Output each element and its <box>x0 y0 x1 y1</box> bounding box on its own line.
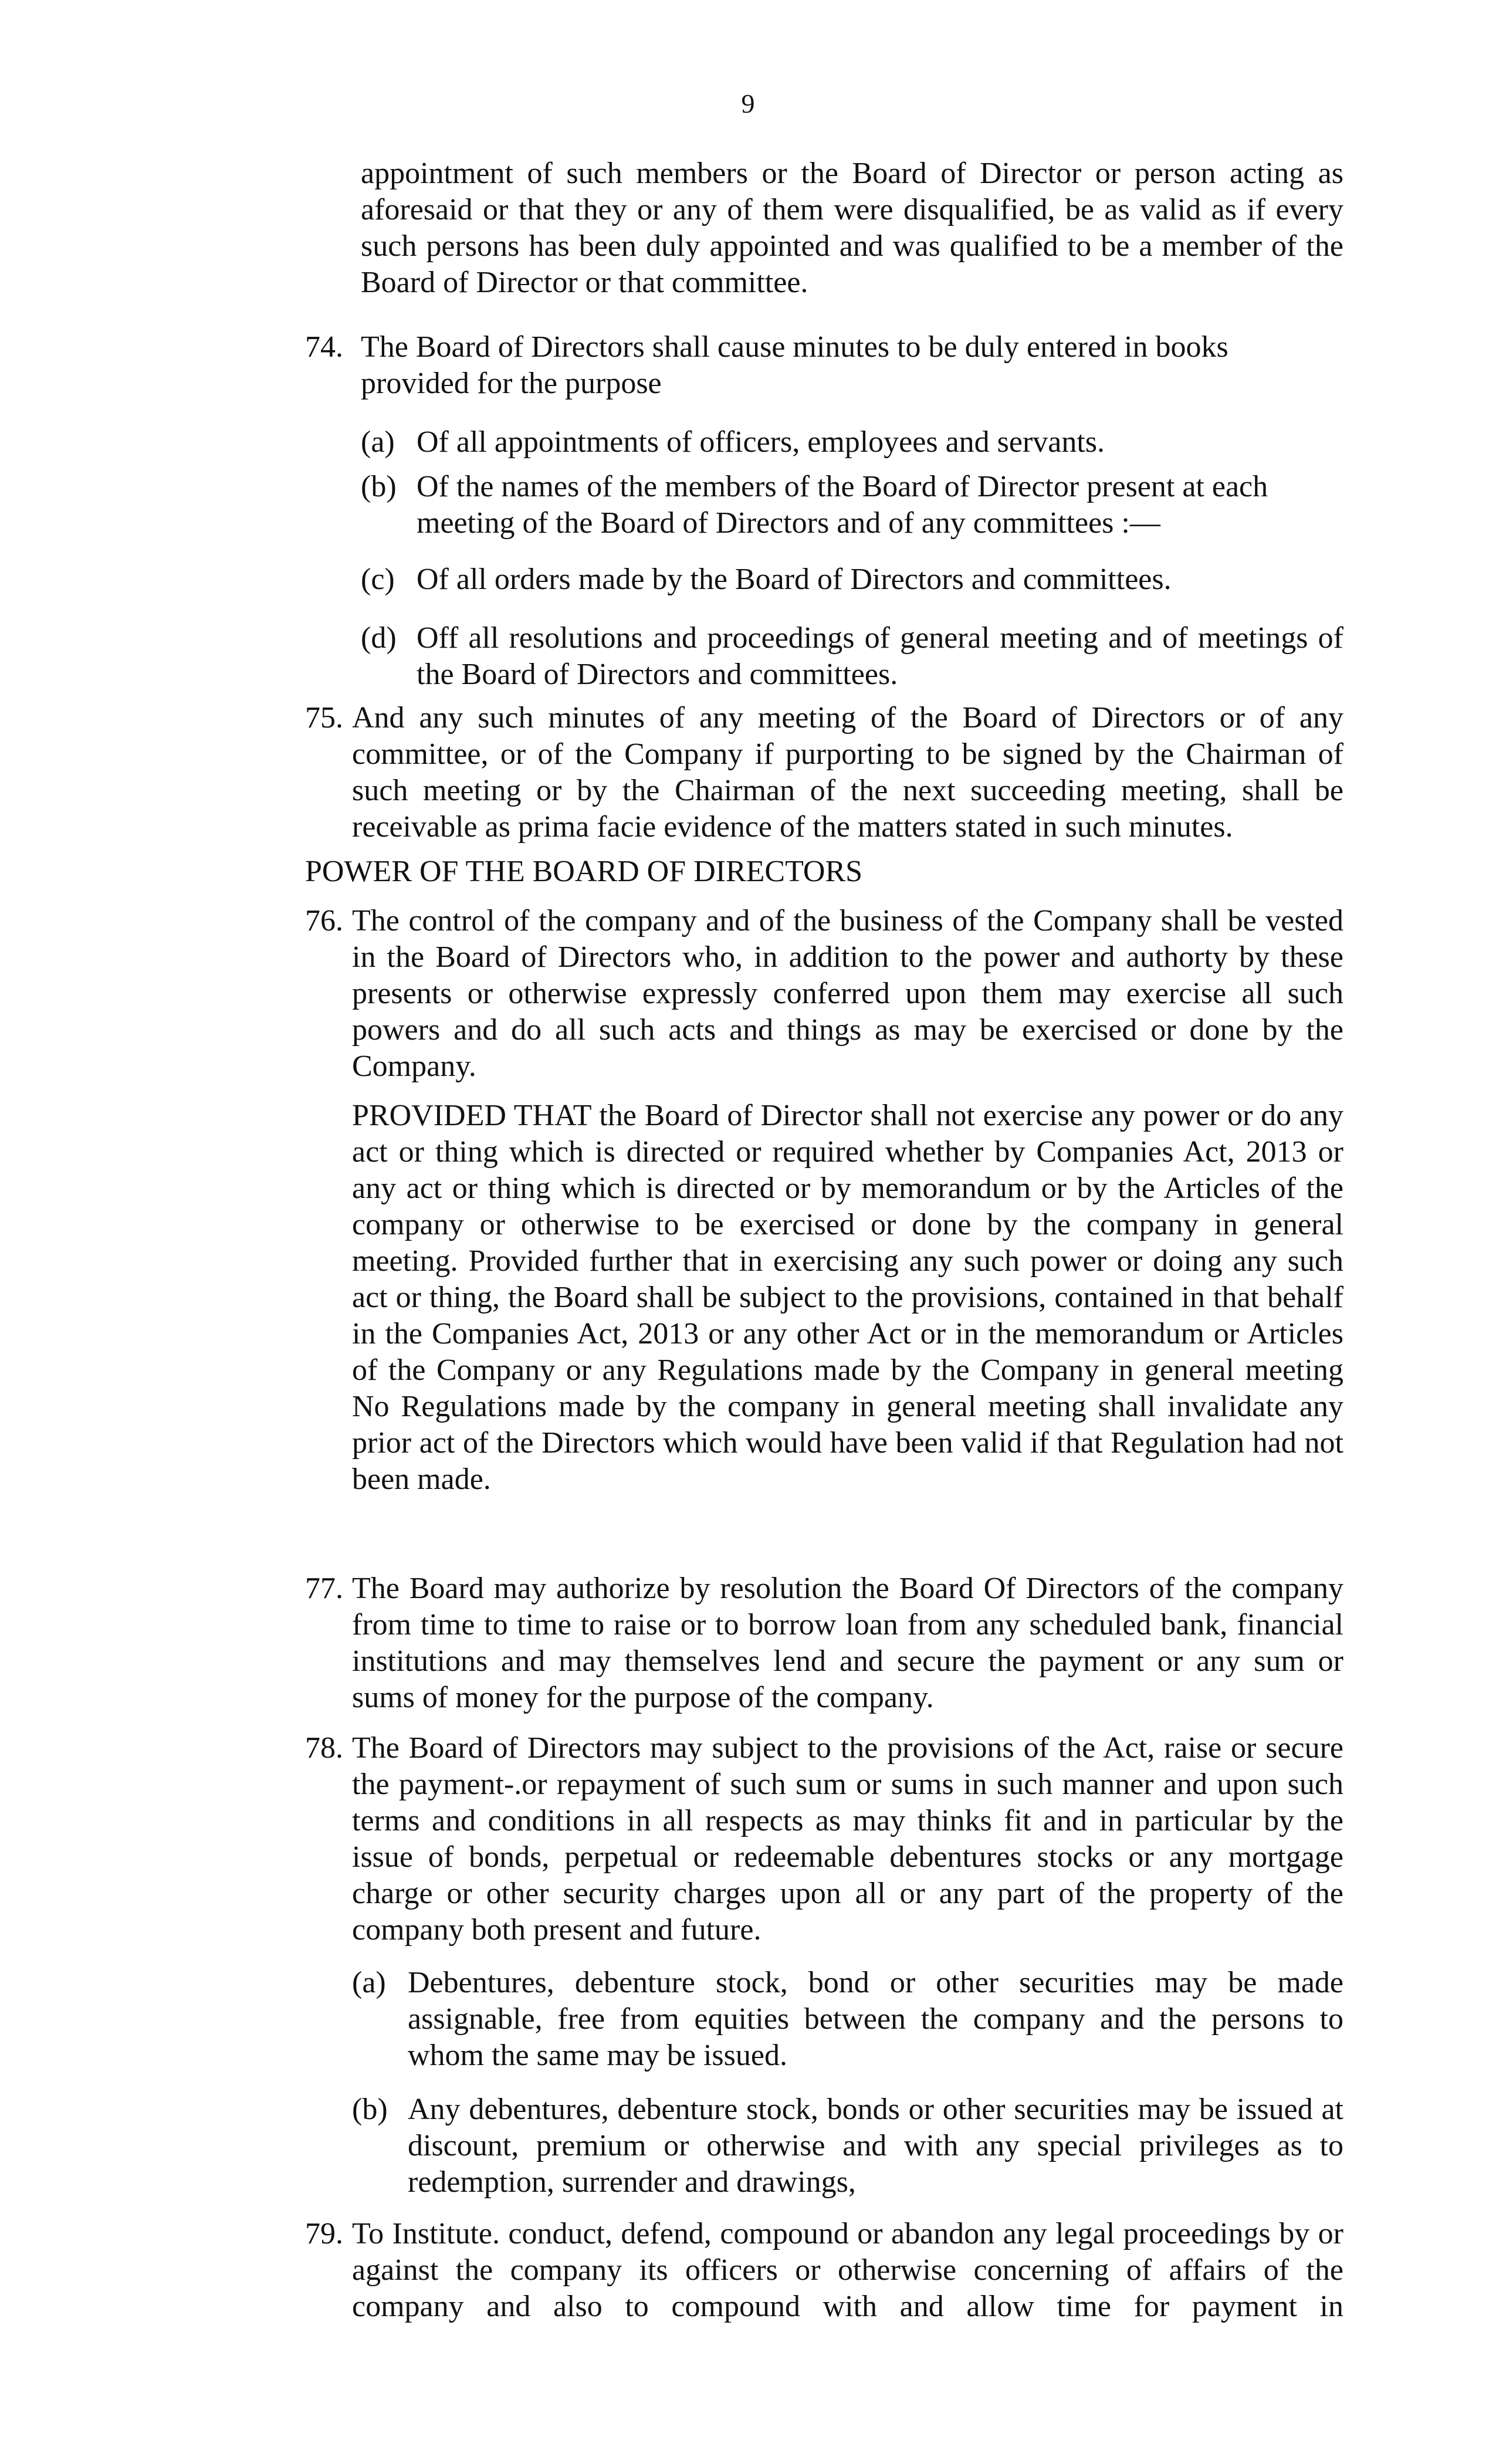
clause-number: 74. <box>305 330 343 364</box>
clause-78-item-a <box>305 1965 1343 2074</box>
clause-number: 77. <box>305 1572 343 1605</box>
clause-76 <box>305 903 1343 1498</box>
clause-number: 78. <box>305 1731 343 1765</box>
item-label: (b) <box>361 470 397 503</box>
clause-text: And any such minutes of any meeting of the Board of Directors or of any committee, or of the Company if purporting to be signed by the Chairman of such meeting or by the Chairman of the next succeeding meeting, shall be receivable as prima facie evidence of the matters stated in such minutes. <box>352 701 1343 844</box>
clause-74-item-a <box>305 424 1343 461</box>
clause-78-item-b <box>305 2091 1343 2201</box>
page-number: 9 <box>741 89 755 119</box>
item-label: (c) <box>361 563 395 596</box>
clause-text: The Board may authorize by resolution the Board Of Directors of the company from time to time to raise or to borrow loan from any scheduled bank, financial institutions and may themselves lend and secure the payment or any sum or sums of money for the purpose of the company. <box>352 1572 1343 1714</box>
clause-75 <box>305 700 1343 845</box>
item-label: (a) <box>361 425 395 459</box>
item-text: Of the names of the members of the Board of Director present at each meeting of the Board of Directors and of any committees :— <box>417 470 1268 540</box>
clause-74 <box>305 329 1343 402</box>
item-text: Of all appointments of officers, employees and servants. <box>417 425 1105 459</box>
item-text: Any debentures, debenture stock, bonds or other securities may be issued at discount, premium or otherwise and with any special privileges as to redemption, surrender and drawings, <box>408 2093 1343 2199</box>
clause-74-item-c <box>305 561 1343 598</box>
item-text: Of all orders made by the Board of Directors and committees. <box>417 563 1172 596</box>
clause-number: 79. <box>305 2217 343 2250</box>
clause-text: The Board of Directors shall cause minutes to be duly entered in books provided for the purpose <box>361 330 1228 400</box>
item-label: (d) <box>361 621 397 655</box>
item-text: Debentures, debenture stock, bond or other securities may be made assignable, free from equities between the company and the persons to whom the same may be issued. <box>408 1966 1343 2072</box>
item-text: Off all resolutions and proceedings of general meeting and of meetings of the Board of Directors and committees. <box>417 621 1343 691</box>
clause-text: The Board of Directors may subject to the provisions of the Act, raise or secure the payment-.or repayment of such sum or sums in such manner and upon such terms and conditions in all respects as may thinks fit and in particular by the issue of bonds, perpetual or redeemable debentures stocks or any mortgage charge or other security charges upon all or any part of the property of the company both present and future. <box>352 1731 1343 1947</box>
clause-text: The control of the company and of the business of the Company shall be vested in the Board of Directors who, in addition to the power and authorty by these presents or otherwise expressly conferred upon them may exercise all such powers and do all such acts and things as may be exercised or done by the Company. <box>352 904 1343 1083</box>
clause-text: To Institute. conduct, defend, compound or abandon any legal proceedings by or against the company its officers or otherwise concerning of affairs of the company and also to compound with and allow time for payment in <box>352 2217 1343 2323</box>
item-label: (a) <box>352 1966 386 1999</box>
section-heading: POWER OF THE BOARD OF DIRECTORS <box>305 855 863 888</box>
clause-74-item-d <box>305 620 1343 693</box>
intro-paragraph: appointment of such members or the Board of Director or person acting as aforesaid or that they or any of them were disqualified, be as valid as if every such persons has been duly appointed and was qualified to be a member of the Board of Director or that committee. <box>361 157 1343 299</box>
clause-79 <box>305 2216 1343 2325</box>
clause-77 <box>305 1571 1343 1716</box>
clause-74-item-b <box>305 469 1343 541</box>
document-body <box>305 155 1343 2325</box>
clause-78 <box>305 1730 1343 1948</box>
clause-number: 75. <box>305 701 343 735</box>
item-label: (b) <box>352 2093 388 2126</box>
clause-number: 76. <box>305 904 343 937</box>
clause-proviso: PROVIDED THAT the Board of Director shall not exercise any power or do any act or thing which is directed or required whether by Companies Act, 2013 or any act or thing which is directed or by memorandum or by the Articles of the company or otherwise to be exercised or done by the company in general meeting. Provided further that in exercising any such power or doing any such act or thing, the Board shall be subject to the provisions, contained in that behalf in the Companies Act, 2013 or any other Act or in the memorandum or Articles of the Company or any Regulations made by the Company in general meeting No Regulations made by the company in general meeting shall invalidate any prior act of the Directors which would have been valid if that Regulation had not been made. <box>352 1099 1343 1496</box>
